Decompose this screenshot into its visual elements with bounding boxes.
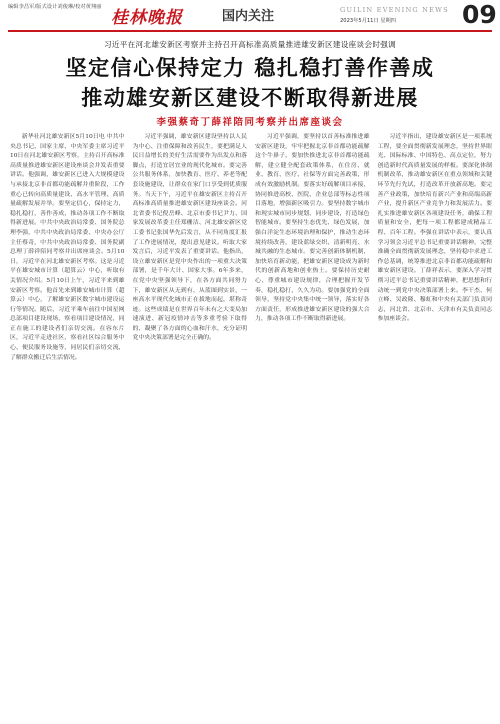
paper-english-name: GUILIN EVENING NEWS bbox=[340, 6, 449, 14]
article-kicker: 习近平在河北雄安新区考察并主持召开高标准高质量推进雄安新区建设座谈会时强调 bbox=[103, 40, 397, 49]
text-column bbox=[255, 133, 370, 719]
page-number: 09 bbox=[462, 0, 497, 29]
headline-secondary: 推动雄安新区建设不断取得新进展 bbox=[81, 86, 419, 110]
text-column bbox=[378, 133, 493, 719]
header-divider bbox=[8, 30, 492, 32]
page-header bbox=[0, 0, 500, 36]
article-byline: 李强蔡奇丁薛祥陪同考察并出席座谈会 bbox=[156, 117, 344, 128]
editor-credits: 编辑李昌军/版式设计刘俊琳/校对黄翔丽 bbox=[8, 4, 102, 10]
section-title: 国内关注 bbox=[222, 9, 275, 24]
paragraph: 习近平指出，建设雄安新区是一项系统工程，要全面贯彻新发展理念，坚持世界眼光、国际标准、中国特色、高点定位，努力创造新时代高质量发展的样板。要深化体制机制改革，推动雄安新区在重点领域和关键环节先行先试，打造改革开放新高地。要完善产业政策，加快培育新兴产业和高端高新产业，提升新区产业竞争力和发展活力。要扎实推进雄安新区各项建设任务，确保工程质量和安全，把每一项工程都建成精品工程、百年工程。李强在讲话中表示，要认真学习领会习近平总书记重要讲话精神，完整准确全面贯彻新发展理念，坚持稳中求进工作总基调，统筹推进北京非首都功能疏解和雄安新区建设。丁薛祥表示，要深入学习贯彻习近平总书记重要讲话精神，把思想和行动统一到党中央决策部署上来。李干杰、何立峰、吴政隆、穆虹和中央有关部门负责同志，河北省、北京市、天津市有关负责同志参加座谈会。 bbox=[377, 134, 492, 323]
paragraph: 习近平强调，要坚持以首善标准推进雄安新区建设，牢牢把握北京非首都功能疏解这个牛鼻子。要加快推进北京非首都功能疏解，建立健全配套政策体系，在住房、就业、教育、医疗、社保等方面完善政策，形成有效激励机制。要落实好疏解项目承接，协同推进高校、医院、企业总部等标志性项目落地，增强新区吸引力。要坚持数字城市和现实城市同步规划、同步建设，打造绿色智能城市。要坚持生态优先、绿色发展，加强白洋淀生态环境治理和保护，推动生态环境持续改善，建设蓝绿交织、清新明亮、水城共融的生态城市。要完善创新体制机制，加快培育新动能，把雄安新区建设成为新时代的创新高地和创业热土。要保持历史耐心，尊重城市建设规律，合理把握开发节奏，稳扎稳打，久久为功。要加强党的全面领导，坚持党中央集中统一领导，落实好各方面责任，形成推进雄安新区建设的强大合力，推动各项工作不断取得新进展。 bbox=[255, 134, 370, 323]
article-body bbox=[10, 133, 492, 719]
text-column bbox=[10, 133, 125, 719]
paragraph: 习近平强调，雄安新区建设坚持以人民为中心、注重保障和改善民生，要把满足人民日益增长的美好生活需要作为出发点和落脚点，打造宜居宜业的现代化城市。要完善公共服务体系，加快教育、医疗、养老等配套设施建设，让群众在家门口享受到优质服务。当天下午，习近平在雄安新区主持召开高标准高质量推进雄安新区建设座谈会。河北省委书记倪岳峰、北京市委书记尹力、国家发展改革委主任郑栅洁、河北雄安新区党工委书记张国华先后发言，从不同角度汇报了工作进展情况，提出意见建议。听取大家发言后，习近平发表了重要讲话。他指出，设立雄安新区是党中央作出的一项重大决策部署，是千年大计、国家大事。6年多来，在党中央坚强领导下，在各方面共同努力下，雄安新区从无到有、从蓝图到实景，一座高水平现代化城市正在拔地而起，堪称奇迹。这些成绩是在世界百年未有之大变局加速演进、新冠疫情冲击等多重考验下取得的，凝聚了各方面的心血和汗水，充分证明党中央决策部署是完全正确的。 bbox=[132, 134, 247, 342]
paragraph: 新华社河北雄安新区5月10日电 中共中央总书记、国家主席、中央军委主席习近平10日在河北雄安新区考察，主持召开高标准高质量推进雄安新区建设座谈会并发表重要讲话。他强调，雄安新区已进入大规模建设与承接北京非首都功能疏解并重阶段，工作重心已转向高质量建设、高水平管理、高质量疏解发展并举。要坚定信心，保持定力，稳扎稳打，善作善成，推动各项工作不断取得新进展。中共中央政治局常委、国务院总理李强，中共中央政治局常委、中央办公厅主任蔡奇，中共中央政治局常委、国务院副总理丁薛祥陪同考察并出席座谈会。5月10日，习近平在河北雄安新区考察。这是习近平在雄安城市计算（超算云）中心，听取有关情况介绍。5月10日上午，习近平来到雄安新区考察。他首先来到雄安城市计算（超算云）中心，了解雄安新区数字城市建设运行等情况。随后，习近平乘车前往中国星网总部项目建设现场，察看项目建设情况，同正在施工的建设者们亲切交流。在容东片区，习近平走进社区，察看社区综合服务中心、便民服务设施等，同居民们亲切交流，了解群众搬迁后生活情况。 bbox=[10, 134, 125, 361]
text-column bbox=[133, 133, 248, 719]
headline-main: 坚定信心保持定力 稳扎稳打善作善成 bbox=[65, 56, 435, 80]
issue-date: 2023年5月11日 星期四 bbox=[340, 18, 396, 24]
newspaper-logo: 桂林晚报 bbox=[111, 8, 183, 28]
